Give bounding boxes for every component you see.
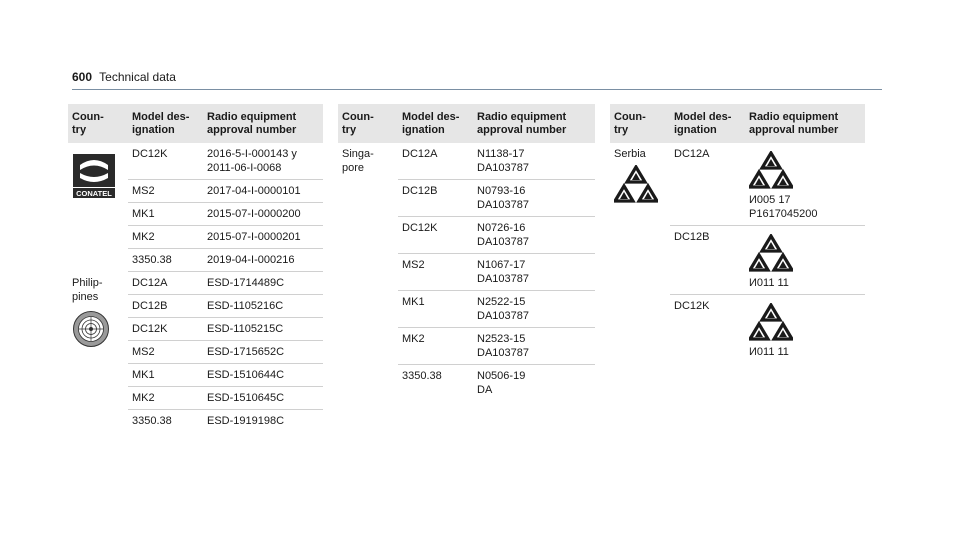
model-designation: MK2: [132, 231, 155, 243]
model-designation: DC12B: [132, 300, 168, 312]
approval-number: 2016-5-I-000143 y 2011-06-I-0068: [207, 148, 297, 174]
approval-cell: [203, 180, 323, 203]
model-cell: [670, 143, 745, 226]
approval-number: N0726-16 DA103787: [477, 222, 529, 248]
approval-cell: [203, 226, 323, 249]
model-designation: DC12B: [674, 231, 710, 243]
section-title: Technical data: [99, 70, 176, 84]
model-designation: 3350.38: [402, 370, 442, 382]
approval-number: ESD-1919198C: [207, 415, 285, 427]
approval-number: И005 17 P1617045200: [749, 194, 818, 220]
approval-number: 2019-04-I-000216: [207, 254, 295, 266]
col-approval-header: Radio equipment approval number: [745, 104, 865, 143]
approval-number: ESD-1510644C: [207, 369, 285, 381]
approval-number: N0506-19 DA: [477, 370, 526, 396]
approval-number: ESD-1715652C: [207, 346, 285, 358]
table-row: [68, 143, 323, 180]
model-cell: [128, 295, 203, 318]
approval-cell: [473, 217, 595, 254]
col-approval-header: Radio equipment approval number: [203, 104, 323, 143]
page-header: [72, 70, 176, 84]
col-model-header: Model des- ignation: [128, 104, 203, 143]
approval-number: 2015-07-I-0000201: [207, 231, 301, 243]
approval-cell: [203, 410, 323, 433]
model-cell: [128, 272, 203, 295]
model-designation: DC12A: [402, 148, 438, 160]
country-cell: [610, 143, 670, 363]
table3-body: [610, 143, 865, 363]
model-designation: 3350.38: [132, 254, 172, 266]
triangle-mark-icon: [749, 303, 793, 341]
model-cell: [398, 143, 473, 180]
approval-cell: [203, 387, 323, 410]
col-country-header: Coun- try: [338, 104, 398, 143]
triangle-mark-icon: [614, 165, 658, 203]
model-cell: [128, 364, 203, 387]
conatel-logo-icon: [72, 153, 124, 203]
model-designation: MK1: [132, 369, 155, 381]
approval-number: 2017-04-I-0000101: [207, 185, 301, 197]
model-cell: [398, 217, 473, 254]
approval-number: N1138-17 DA103787: [477, 148, 529, 174]
model-designation: MK1: [132, 208, 155, 220]
approval-table-1: [68, 104, 323, 432]
approval-number: N2523-15 DA103787: [477, 333, 529, 359]
table-row: [68, 272, 323, 295]
approval-cell: [203, 203, 323, 226]
approval-cell: [203, 249, 323, 272]
approval-cell: [473, 365, 595, 402]
country-cell: [68, 143, 128, 272]
country-cell: [68, 272, 128, 433]
model-cell: [670, 226, 745, 295]
approval-cell: [745, 143, 865, 226]
approval-cell: [203, 272, 323, 295]
col-approval-header: Radio equipment approval number: [473, 104, 595, 143]
approval-table-3: [610, 104, 865, 363]
approval-number: И011 11: [749, 346, 789, 358]
model-designation: DC12A: [674, 148, 710, 160]
country-name: Philip- pines: [72, 276, 103, 303]
model-designation: MK2: [132, 392, 155, 404]
model-cell: [398, 365, 473, 402]
table1-body: [68, 143, 323, 432]
approval-table-2: [338, 104, 595, 401]
country-cell: [338, 143, 398, 401]
country-name: Singa- pore: [342, 148, 374, 174]
model-designation: 3350.38: [132, 415, 172, 427]
approval-cell: [745, 295, 865, 364]
model-cell: [128, 180, 203, 203]
col-model-header: Model des- ignation: [670, 104, 745, 143]
approval-number: ESD-1105216C: [207, 300, 284, 312]
model-cell: [398, 254, 473, 291]
conatel-text: CONATEL: [76, 189, 112, 198]
header-rule: [72, 89, 882, 90]
telecommunications-seal-icon: [72, 310, 110, 348]
approval-number: N2522-15 DA103787: [477, 296, 529, 322]
approval-number: ESD-1714489C: [207, 277, 285, 289]
model-cell: [128, 203, 203, 226]
model-cell: [128, 249, 203, 272]
model-designation: DC12K: [132, 323, 168, 335]
approval-cell: [203, 341, 323, 364]
approval-cell: [203, 143, 323, 180]
approval-cell: [745, 226, 865, 295]
approval-cell: [203, 364, 323, 387]
model-designation: DC12B: [402, 185, 438, 197]
col-model-header: Model des- ignation: [398, 104, 473, 143]
model-cell: [128, 341, 203, 364]
model-cell: [128, 143, 203, 180]
model-designation: DC12A: [132, 277, 168, 289]
approval-cell: [203, 318, 323, 341]
model-designation: DC12K: [402, 222, 438, 234]
approval-number: N0793-16 DA103787: [477, 185, 529, 211]
triangle-mark-icon: [749, 234, 793, 272]
model-cell: [398, 328, 473, 365]
country-name: Serbia: [614, 148, 646, 160]
approval-cell: [473, 143, 595, 180]
model-cell: [398, 180, 473, 217]
approval-cell: [473, 291, 595, 328]
triangle-mark-icon: [749, 151, 793, 189]
approval-cell: [473, 254, 595, 291]
model-designation: MS2: [132, 185, 155, 197]
table-row: [338, 143, 595, 180]
approval-number: И011 11: [749, 277, 789, 289]
model-cell: [128, 387, 203, 410]
model-designation: MK2: [402, 333, 425, 345]
model-designation: MS2: [132, 346, 155, 358]
table2-body: [338, 143, 595, 401]
model-cell: [128, 226, 203, 249]
col-country-header: Coun- try: [610, 104, 670, 143]
col-country-header: Coun- try: [68, 104, 128, 143]
approval-number: ESD-1105215C: [207, 323, 284, 335]
table-row: [610, 143, 865, 226]
model-designation: MK1: [402, 296, 425, 308]
approval-cell: [203, 295, 323, 318]
model-designation: MS2: [402, 259, 425, 271]
approval-number: N1067-17 DA103787: [477, 259, 529, 285]
model-cell: [670, 295, 745, 364]
model-cell: [128, 318, 203, 341]
approval-cell: [473, 328, 595, 365]
approval-number: 2015-07-I-0000200: [207, 208, 301, 220]
approval-cell: [473, 180, 595, 217]
model-designation: DC12K: [132, 148, 168, 160]
page-number: 600: [72, 70, 93, 84]
approval-number: ESD-1510645C: [207, 392, 285, 404]
model-cell: [398, 291, 473, 328]
model-cell: [128, 410, 203, 433]
model-designation: DC12K: [674, 300, 710, 312]
